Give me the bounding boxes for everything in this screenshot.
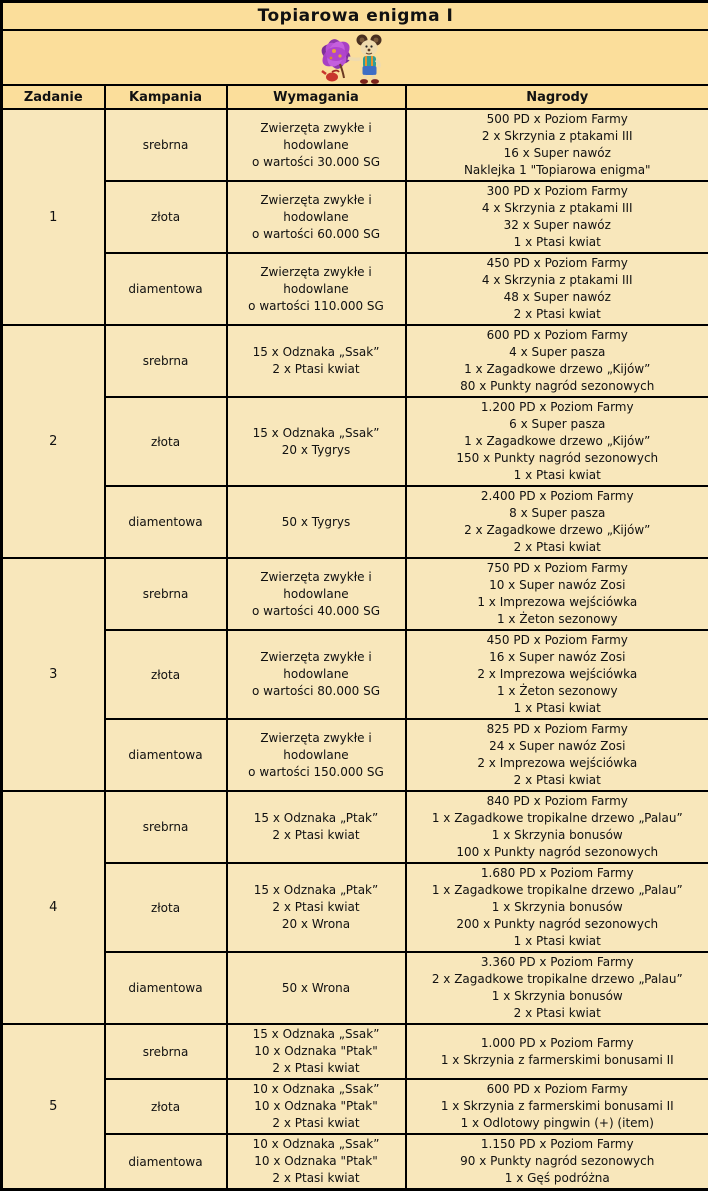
requirements-cell (227, 1079, 406, 1134)
requirement-line: Zwierzęta zwykłe i hodowlane (232, 649, 401, 683)
rewards-cell (406, 1024, 708, 1079)
reward-line: 4 x Skrzynia z ptakami III (411, 200, 705, 217)
reward-line: 4 x Skrzynia z ptakami III (411, 272, 705, 289)
requirement-line: 2 x Ptasi kwiat (232, 899, 401, 916)
tier-row (2, 1024, 708, 1079)
rewards-cell (406, 719, 708, 791)
requirements-cell (227, 952, 406, 1024)
tier-row (2, 109, 708, 181)
mouse-with-topiary-flower-image (310, 32, 402, 84)
red-watering-can-icon (322, 70, 339, 81)
rewards-cell (406, 630, 708, 719)
reward-line: 4 x Super pasza (411, 344, 705, 361)
reward-line: 1 x Żeton sezonowy (411, 683, 705, 700)
reward-line: 1 x Zagadkowe drzewo „Kijów” (411, 361, 705, 378)
reward-line: 1 x Skrzynia z farmerskimi bonusami II (411, 1098, 705, 1115)
reward-line: 1.000 PD x Poziom Farmy (411, 1035, 705, 1052)
task-number: 3 (2, 558, 105, 791)
column-header-zadanie: Zadanie (2, 85, 105, 109)
requirement-line: 10 x Odznaka „Ssak” (232, 1136, 401, 1153)
requirements-cell (227, 253, 406, 325)
requirements-cell (227, 791, 406, 863)
rewards-cell (406, 952, 708, 1024)
column-header-kampania: Kampania (105, 85, 227, 109)
requirements-cell (227, 1024, 406, 1079)
reward-line: 1 x Gęś podróżna (411, 1170, 705, 1187)
requirement-line: Zwierzęta zwykłe i hodowlane (232, 730, 401, 764)
reward-line: 3.360 PD x Poziom Farmy (411, 954, 705, 971)
campaign-label: złota (105, 863, 227, 952)
reward-line: 2 x Ptasi kwiat (411, 306, 705, 323)
reward-line: 840 PD x Poziom Farmy (411, 793, 705, 810)
rewards-cell (406, 253, 708, 325)
tier-row (2, 952, 708, 1024)
requirements-cell (227, 486, 406, 558)
requirement-line: o wartości 40.000 SG (232, 603, 401, 620)
reward-line: 1.680 PD x Poziom Farmy (411, 865, 705, 882)
reward-line: 450 PD x Poziom Farmy (411, 632, 705, 649)
reward-line: 600 PD x Poziom Farmy (411, 327, 705, 344)
requirement-line: 2 x Ptasi kwiat (232, 1060, 401, 1077)
tasks-body (2, 109, 708, 1190)
tier-row (2, 719, 708, 791)
campaign-label: diamentowa (105, 486, 227, 558)
requirement-line: o wartości 30.000 SG (232, 154, 401, 171)
rewards-cell (406, 325, 708, 397)
reward-line: 1 x Zagadkowe tropikalne drzewo „Palau” (411, 882, 705, 899)
reward-line: 24 x Super nawóz Zosi (411, 738, 705, 755)
tier-row (2, 1134, 708, 1190)
reward-line: 2 x Ptasi kwiat (411, 539, 705, 556)
requirement-line: 20 x Wrona (232, 916, 401, 933)
task-number: 4 (2, 791, 105, 1024)
campaign-label: srebrna (105, 109, 227, 181)
requirement-line: 15 x Odznaka „Ssak” (232, 1026, 401, 1043)
campaign-label: diamentowa (105, 952, 227, 1024)
requirement-line: Zwierzęta zwykłe i hodowlane (232, 120, 401, 154)
reward-line: 750 PD x Poziom Farmy (411, 560, 705, 577)
reward-line: 1 x Imprezowa wejściówka (411, 594, 705, 611)
column-header-wymagania: Wymagania (227, 85, 406, 109)
requirements-cell (227, 397, 406, 486)
reward-line: 200 x Punkty nagród sezonowych (411, 916, 705, 933)
reward-line: 1 x Skrzynia bonusów (411, 988, 705, 1005)
reward-line: 6 x Super pasza (411, 416, 705, 433)
task-number: 5 (2, 1024, 105, 1190)
rewards-cell (406, 181, 708, 253)
requirement-line: o wartości 80.000 SG (232, 683, 401, 700)
requirement-line: 2 x Ptasi kwiat (232, 827, 401, 844)
reward-line: 32 x Super nawóz (411, 217, 705, 234)
rewards-cell (406, 109, 708, 181)
tier-row (2, 1079, 708, 1134)
reward-line: 1.200 PD x Poziom Farmy (411, 399, 705, 416)
campaign-label: srebrna (105, 325, 227, 397)
tier-row (2, 558, 708, 630)
task-number: 2 (2, 325, 105, 558)
rewards-cell (406, 397, 708, 486)
requirement-line: Zwierzęta zwykłe i hodowlane (232, 264, 401, 298)
reward-line: 1 x Ptasi kwiat (411, 467, 705, 484)
requirement-line: 10 x Odznaka "Ptak" (232, 1153, 401, 1170)
requirement-line: 50 x Wrona (232, 980, 401, 997)
reward-line: 2 x Ptasi kwiat (411, 772, 705, 789)
requirement-line: 2 x Ptasi kwiat (232, 1115, 401, 1132)
requirements-cell (227, 630, 406, 719)
reward-line: 2 x Imprezowa wejściówka (411, 666, 705, 683)
tier-row (2, 486, 708, 558)
rewards-cell (406, 486, 708, 558)
requirement-line: 15 x Odznaka „Ptak” (232, 882, 401, 899)
requirements-cell (227, 558, 406, 630)
reward-line: 2 x Imprezowa wejściówka (411, 755, 705, 772)
rewards-cell (406, 558, 708, 630)
reward-line: 1 x Zagadkowe drzewo „Kijów” (411, 433, 705, 450)
reward-line: 48 x Super nawóz (411, 289, 705, 306)
reward-line: Naklejka 1 "Topiarowa enigma" (411, 162, 705, 179)
reward-line: 1.150 PD x Poziom Farmy (411, 1136, 705, 1153)
requirement-line: 10 x Odznaka „Ssak” (232, 1081, 401, 1098)
reward-line: 2.400 PD x Poziom Farmy (411, 488, 705, 505)
reward-line: 100 x Punkty nagród sezonowych (411, 844, 705, 861)
reward-line: 2 x Ptasi kwiat (411, 1005, 705, 1022)
rewards-cell (406, 791, 708, 863)
reward-line: 150 x Punkty nagród sezonowych (411, 450, 705, 467)
reward-line: 1 x Ptasi kwiat (411, 933, 705, 950)
title-row (2, 2, 708, 31)
reward-line: 1 x Zagadkowe tropikalne drzewo „Palau” (411, 810, 705, 827)
reward-line: 10 x Super nawóz Zosi (411, 577, 705, 594)
campaign-label: srebrna (105, 1024, 227, 1079)
reward-line: 2 x Zagadkowe tropikalne drzewo „Palau” (411, 971, 705, 988)
column-header-row (2, 85, 708, 109)
requirements-cell (227, 719, 406, 791)
reward-line: 1 x Skrzynia bonusów (411, 827, 705, 844)
reward-line: 90 x Punkty nagród sezonowych (411, 1153, 705, 1170)
requirement-line: o wartości 150.000 SG (232, 764, 401, 781)
tier-row (2, 325, 708, 397)
requirement-line: 15 x Odznaka „Ssak” (232, 344, 401, 361)
reward-line: 2 x Skrzynia z ptakami III (411, 128, 705, 145)
requirement-line: 50 x Tygrys (232, 514, 401, 531)
reward-line: 80 x Punkty nagród sezonowych (411, 378, 705, 395)
requirement-line: o wartości 110.000 SG (232, 298, 401, 315)
requirement-line: 15 x Odznaka „Ssak” (232, 425, 401, 442)
reward-line: 8 x Super pasza (411, 505, 705, 522)
requirement-line: 15 x Odznaka „Ptak” (232, 810, 401, 827)
tier-row (2, 630, 708, 719)
campaign-label: diamentowa (105, 1134, 227, 1190)
banner-row (2, 30, 708, 85)
requirement-line: 2 x Ptasi kwiat (232, 1170, 401, 1187)
tier-row (2, 253, 708, 325)
requirements-cell (227, 863, 406, 952)
rewards-cell (406, 1134, 708, 1190)
reward-line: 600 PD x Poziom Farmy (411, 1081, 705, 1098)
reward-line: 1 x Odlotowy pingwin (+) (item) (411, 1115, 705, 1132)
column-header-nagrody: Nagrody (406, 85, 708, 109)
tier-row (2, 791, 708, 863)
reward-line: 16 x Super nawóz Zosi (411, 649, 705, 666)
campaign-label: złota (105, 397, 227, 486)
campaign-label: złota (105, 630, 227, 719)
reward-line: 825 PD x Poziom Farmy (411, 721, 705, 738)
requirement-line: 20 x Tygrys (232, 442, 401, 459)
reward-line: 16 x Super nawóz (411, 145, 705, 162)
reward-line: 1 x Ptasi kwiat (411, 700, 705, 717)
task-number: 1 (2, 109, 105, 325)
reward-line: 450 PD x Poziom Farmy (411, 255, 705, 272)
requirements-cell (227, 109, 406, 181)
tier-row (2, 397, 708, 486)
reward-line: 2 x Zagadkowe drzewo „Kijów” (411, 522, 705, 539)
reward-line: 1 x Żeton sezonowy (411, 611, 705, 628)
reward-line: 1 x Skrzynia bonusów (411, 899, 705, 916)
requirement-line: 10 x Odznaka "Ptak" (232, 1098, 401, 1115)
campaign-label: srebrna (105, 791, 227, 863)
rewards-cell (406, 1079, 708, 1134)
mouse-character-icon (348, 34, 382, 83)
requirement-line: 2 x Ptasi kwiat (232, 361, 401, 378)
tier-row (2, 863, 708, 952)
reward-line: 1 x Ptasi kwiat (411, 234, 705, 251)
campaign-label: diamentowa (105, 253, 227, 325)
requirement-line: o wartości 60.000 SG (232, 226, 401, 243)
requirements-cell (227, 325, 406, 397)
requirement-line: Zwierzęta zwykłe i hodowlane (232, 192, 401, 226)
banner-cell (2, 30, 708, 85)
campaign-label: złota (105, 181, 227, 253)
requirement-line: 10 x Odznaka "Ptak" (232, 1043, 401, 1060)
requirement-line: Zwierzęta zwykłe i hodowlane (232, 569, 401, 603)
requirements-cell (227, 181, 406, 253)
tier-row (2, 181, 708, 253)
reward-line: 300 PD x Poziom Farmy (411, 183, 705, 200)
rewards-cell (406, 863, 708, 952)
page-title: Topiarowa enigma I (2, 2, 708, 31)
requirements-cell (227, 1134, 406, 1190)
reward-line: 1 x Skrzynia z farmerskimi bonusami II (411, 1052, 705, 1069)
campaign-label: srebrna (105, 558, 227, 630)
reward-line: 500 PD x Poziom Farmy (411, 111, 705, 128)
campaign-label: złota (105, 1079, 227, 1134)
campaign-label: diamentowa (105, 719, 227, 791)
